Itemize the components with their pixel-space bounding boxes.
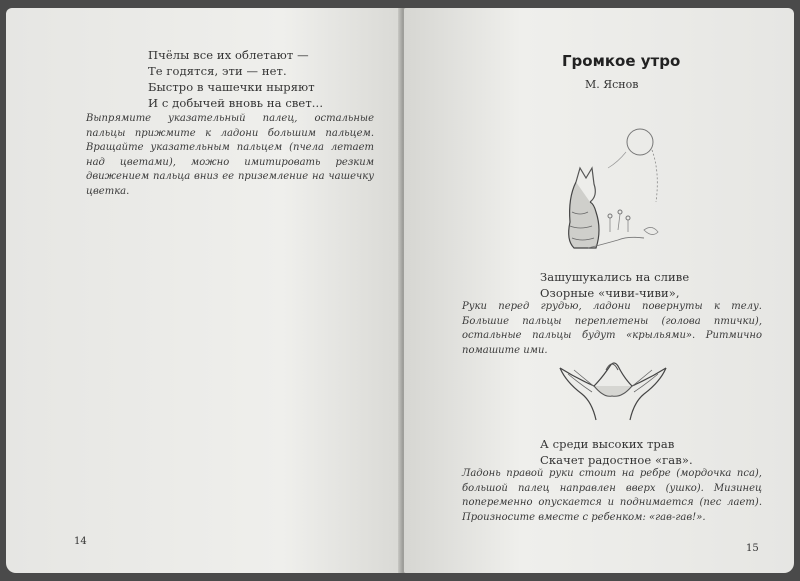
cat-illustration [548,112,678,262]
poem-title: Громкое утро [562,52,681,70]
stanza1-line-1: Зашушукались на сливе [540,270,690,284]
right-page-number: 15 [746,543,759,554]
left-verse-line-4: И с добычей вновь на свет... [148,96,324,110]
poem-author: М. Яснов [585,78,639,91]
instruction-1: Руки перед грудью, ладони повернуты к телу. Большие пальцы переплетены (голова птички), остальные пальцы будут «крыльями». Ритмично помашите ими. [462,301,762,356]
stanza2-line-2: Скачет радостное «гав». [540,453,693,467]
left-verse-line-1: Пчёлы все их облетают — [148,48,309,62]
left-page-number: 14 [74,536,87,547]
left-verse-line-2: Те годятся, эти — нет. [148,64,287,78]
instruction-2: Ладонь правой руки стоит на ребре (мордочка пса), большой палец направлен вверх (ушко). Мизинец попеременно опускается и поднимается (пес лает). Произносите вместе с ребенком: «гав-гав!». [462,468,762,523]
bird-hands-illustration [552,348,674,424]
stanza1-line-2: Озорные «чиви-чиви», [540,286,680,300]
left-verse-line-3: Быстро в чашечки ныряют [148,80,315,94]
left-instruction: Выпрямите указательный палец, остальные пальцы прижмите к ладони большим пальцем. Вращайте указательным пальцем (пчела летает над цветами), можно имитировать резким движением пальца вниз ее приземление на чашечку цветка. [86,113,374,197]
stanza2-line-1: А среди высоких трав [540,437,675,451]
